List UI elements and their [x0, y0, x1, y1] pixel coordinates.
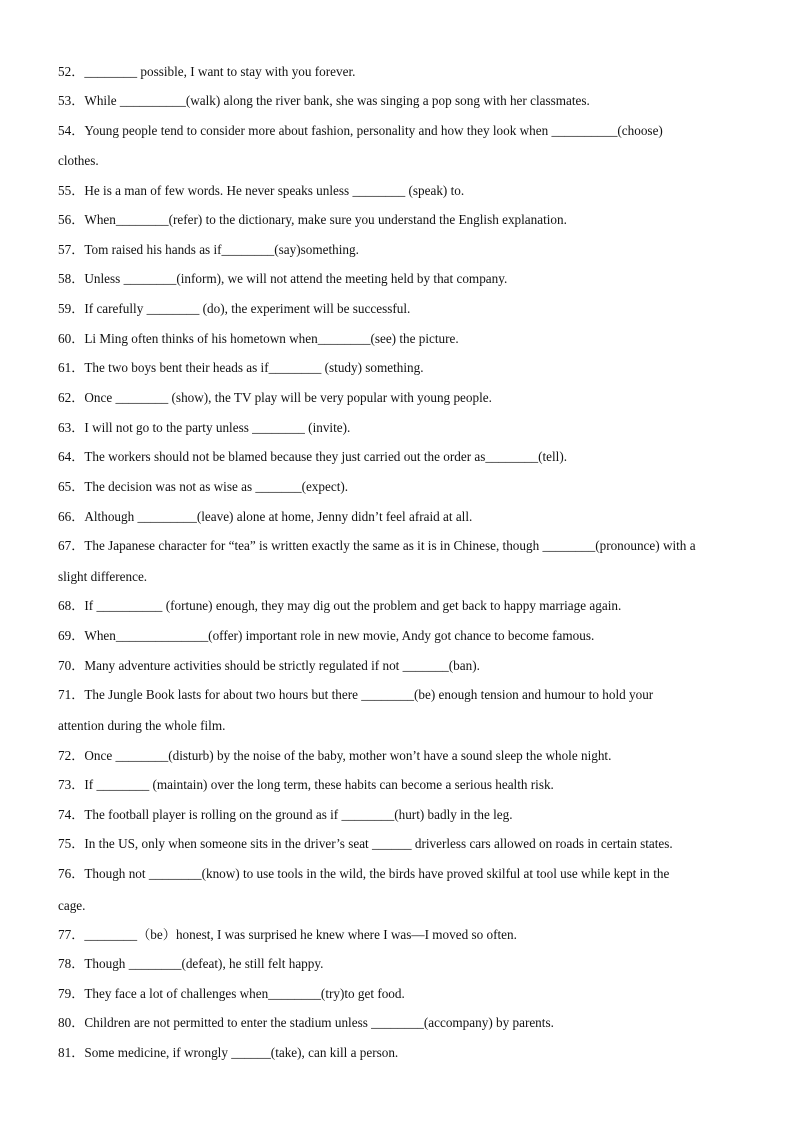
question-75: 75．In the US, only when someone sits in the driver’s seat ______ driverless cars allowed on roads in certain states.	[58, 836, 673, 851]
question-52: 52．________ possible, I want to stay with you forever.	[58, 64, 356, 79]
question-80: 80．Children are not permitted to enter the stadium unless ________(accompany) by parents.	[58, 1015, 554, 1030]
question-55: 55．He is a man of few words. He never speaks unless ________ (speak) to.	[58, 183, 465, 198]
question-79: 79．They face a lot of challenges when________(try)to get food.	[58, 986, 405, 1001]
question-72: 72．Once ________(disturb) by the noise of the baby, mother won’t have a sound sleep the whole night.	[58, 748, 612, 763]
question-74: 74．The football player is rolling on the ground as if ________(hurt) badly in the leg.	[58, 807, 513, 822]
question-59: 59．If carefully ________ (do), the experiment will be successful.	[58, 301, 411, 316]
question-66: 66．Although _________(leave) alone at home, Jenny didn’t feel afraid at all.	[58, 509, 473, 524]
question-61: 61．The two boys bent their heads as if________ (study) something.	[58, 360, 424, 375]
question-73: 73．If ________ (maintain) over the long term, these habits can become a serious health risk.	[58, 777, 554, 792]
question-54-continued: clothes.	[58, 153, 99, 168]
question-63: 63．I will not go to the party unless ________ (invite).	[58, 420, 351, 435]
question-54: 54．Young people tend to consider more about fashion, personality and how they look when __________(choose)	[58, 123, 663, 138]
question-76-continued: cage.	[58, 898, 86, 913]
question-81: 81．Some medicine, if wrongly ______(take), can kill a person.	[58, 1045, 399, 1060]
question-69: 69．When______________(offer) important role in new movie, Andy got chance to become famous.	[58, 628, 595, 643]
question-71: 71．The Jungle Book lasts for about two hours but there ________(be) enough tension and humour to hold your	[58, 687, 654, 702]
question-62: 62．Once ________ (show), the TV play will be very popular with young people.	[58, 390, 492, 405]
question-78: 78．Though ________(defeat), he still felt happy.	[58, 956, 324, 971]
question-77: 77．________（be）honest, I was surprised he knew where I was—I moved so often.	[58, 927, 517, 942]
question-68: 68．If __________ (fortune) enough, they may dig out the problem and get back to happy marriage again.	[58, 598, 622, 613]
question-70: 70．Many adventure activities should be strictly regulated if not _______(ban).	[58, 658, 480, 673]
question-64: 64．The workers should not be blamed because they just carried out the order as________(tell).	[58, 449, 568, 464]
question-56: 56．When________(refer) to the dictionary, make sure you understand the English explanation.	[58, 212, 567, 227]
question-58: 58．Unless ________(inform), we will not attend the meeting held by that company.	[58, 271, 508, 286]
question-57: 57．Tom raised his hands as if________(say)something.	[58, 242, 359, 257]
question-65: 65．The decision was not as wise as _______(expect).	[58, 479, 349, 494]
question-53: 53．While __________(walk) along the river bank, she was singing a pop song with her classmates.	[58, 93, 590, 108]
question-60: 60．Li Ming often thinks of his hometown when________(see) the picture.	[58, 331, 459, 346]
question-67: 67．The Japanese character for “tea” is written exactly the same as it is in Chinese, though ________(pronounce) with a	[58, 538, 696, 553]
question-76: 76．Though not ________(know) to use tools in the wild, the birds have proved skilful at tool use while kept in the	[58, 866, 670, 881]
question-67-continued: slight difference.	[58, 569, 148, 584]
question-71-continued: attention during the whole film.	[58, 718, 226, 733]
